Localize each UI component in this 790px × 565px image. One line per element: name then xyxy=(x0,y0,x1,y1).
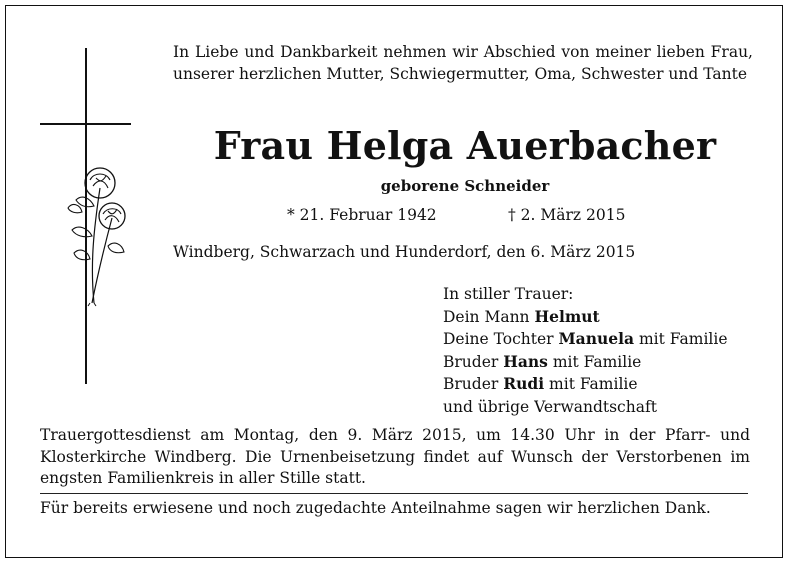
divider xyxy=(40,493,748,494)
mourner-line: Deine Tochter Manuela mit Familie xyxy=(443,329,728,349)
mourner-line: und übrige Verwandtschaft xyxy=(443,397,657,416)
birth-date: * 21. Februar 1942 xyxy=(287,206,437,224)
mourners-list xyxy=(443,284,728,419)
mourner-line: Bruder Rudi mit Familie xyxy=(443,374,638,394)
cross-with-roses-icon xyxy=(38,48,134,388)
mourners-heading: In stiller Trauer: xyxy=(443,285,574,303)
intro-text: In Liebe und Dankbarkeit nehmen wir Abschied von meiner lieben Frau, unserer herzlichen Mutter, Schwiegermutter, Oma, Schwester und Tante xyxy=(173,43,753,83)
deceased-name: Frau Helga Auerbacher xyxy=(213,123,717,168)
thanks-text: Für bereits erwiesene und noch zugedachte Anteilnahme sagen wir herzlichen Dank. xyxy=(40,499,711,517)
death-date: † 2. März 2015 xyxy=(508,206,626,224)
mourner-line: Dein Mann Helmut xyxy=(443,306,600,326)
maiden-name: geborene Schneider xyxy=(380,177,550,195)
mourner-line: Bruder Hans mit Familie xyxy=(443,351,642,371)
place-and-date: Windberg, Schwarzach und Hunderdorf, den 6. März 2015 xyxy=(173,243,636,261)
funeral-service-text: Trauergottesdienst am Montag, den 9. März 2015, um 14.30 Uhr in der Pfarr- und Klosterkirche Windberg. Die Urnenbeisetzung findet auf Wunsch der Verstorbenen im engsten Familienkreis in aller Stille statt. xyxy=(40,426,750,487)
